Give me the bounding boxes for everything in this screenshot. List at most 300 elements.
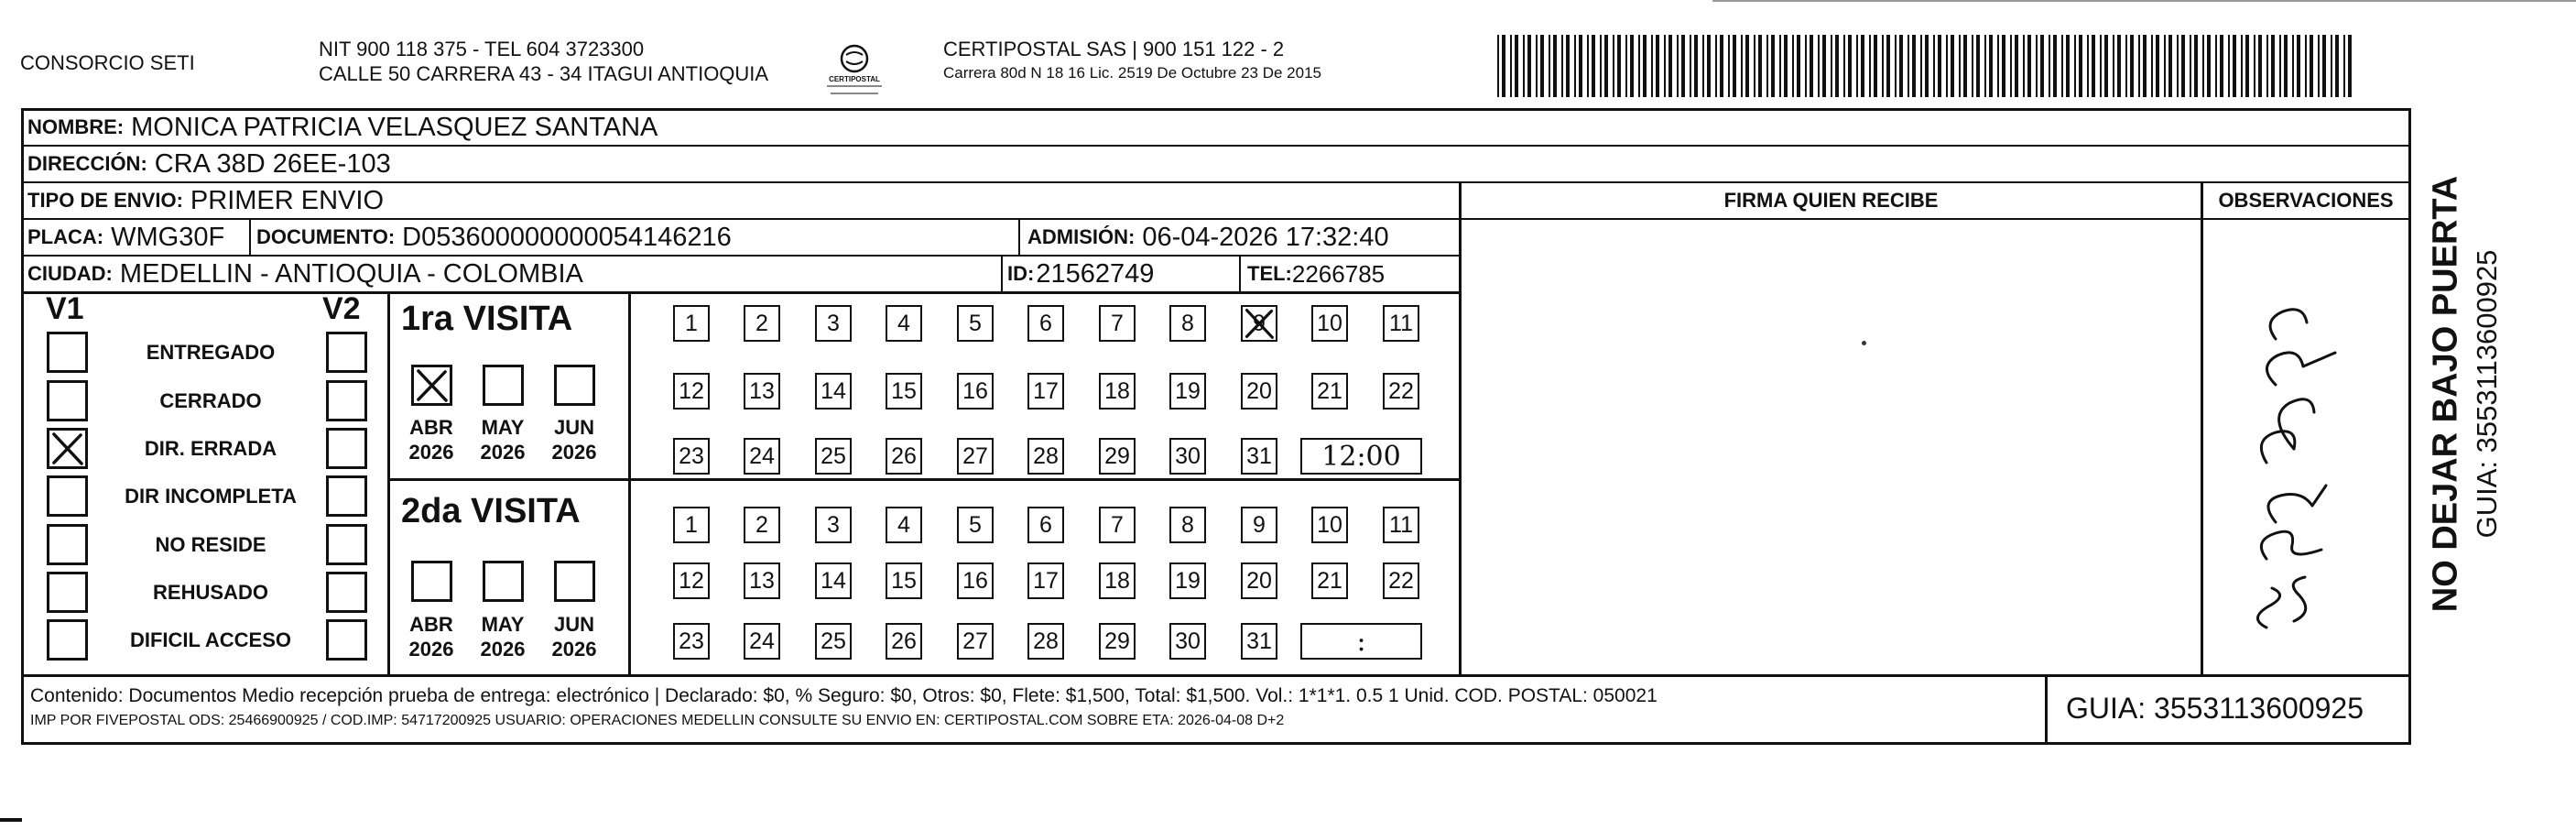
- barcode-bar: [1831, 35, 1832, 97]
- footer-guia: GUIA: 3553113600925: [2066, 692, 2364, 725]
- first-visit-day-box[interactable]: [1241, 438, 1277, 475]
- day-number: 28: [1033, 628, 1059, 654]
- barcode-bar: [1861, 35, 1864, 97]
- month-year: 2026: [551, 441, 597, 464]
- first-visit-day-box[interactable]: [1169, 373, 1206, 410]
- barcode-bar: [2258, 35, 2262, 97]
- day-number: 5: [969, 310, 982, 336]
- footer-guia-rule: [2045, 674, 2048, 745]
- barcode-bar: [1972, 35, 1973, 97]
- barcode-bar: [1549, 35, 1550, 97]
- first-visit-month-checkbox[interactable]: [554, 365, 595, 406]
- barcode-bar: [2036, 35, 2038, 97]
- barcode-bar: [1848, 35, 1852, 97]
- first-visit-day-box[interactable]: [815, 438, 852, 475]
- first-visit-day-box[interactable]: [1099, 438, 1136, 475]
- day-number: 17: [1033, 567, 1059, 594]
- second-visit-day-box[interactable]: [673, 623, 710, 660]
- day-number: 18: [1104, 377, 1130, 404]
- day-number: 18: [1104, 567, 1130, 594]
- second-visit-month-checkbox[interactable]: [411, 561, 452, 602]
- barcode-bar: [2117, 35, 2121, 97]
- second-visit-day-box[interactable]: [957, 507, 994, 543]
- day-number: 11: [1389, 511, 1413, 538]
- barcode-bar: [1895, 35, 1897, 97]
- second-visit-day-box[interactable]: [886, 507, 922, 543]
- day-number: 30: [1175, 628, 1201, 654]
- first-visit-day-box[interactable]: [886, 373, 922, 410]
- barcode-bar: [1797, 35, 1800, 97]
- footer-rule: [21, 674, 2411, 677]
- second-visit-day-box[interactable]: [1241, 562, 1277, 599]
- second-visit-day-box[interactable]: [1169, 623, 1206, 660]
- second-visit-day-box[interactable]: [1099, 562, 1136, 599]
- day-number: 24: [749, 442, 775, 469]
- month-year: 2026: [551, 638, 597, 661]
- day-number: 17: [1033, 377, 1059, 404]
- status-label: DIR INCOMPLETA: [125, 485, 297, 508]
- license-line: Carrera 80d N 18 16 Lic. 2519 De Octubre 23 De 2015: [943, 64, 1321, 82]
- barcode-bar: [1754, 35, 1755, 97]
- barcode-bar: [2215, 35, 2217, 97]
- second-visit-day-box[interactable]: [1311, 507, 1348, 543]
- barcode-bar: [1938, 35, 1941, 97]
- barcode-bar: [2348, 35, 2352, 97]
- id-field: [1007, 256, 1154, 292]
- placa-label: PLACA:: [27, 225, 104, 248]
- placa-sep: [249, 218, 251, 257]
- second-visit-day-box[interactable]: [815, 562, 852, 599]
- barcode-bar: [1715, 35, 1717, 97]
- barcode-bar: [1822, 35, 1826, 97]
- first-visit-month-checkbox[interactable]: [411, 365, 452, 406]
- month-name: JUN: [553, 416, 594, 439]
- barcode-bar: [1613, 35, 1614, 97]
- barcode-bar: [1843, 35, 1845, 97]
- day-number: 2: [755, 310, 768, 336]
- second-visit-day-box[interactable]: [886, 623, 922, 660]
- day-number: 7: [1111, 511, 1124, 538]
- side-notice: [2420, 137, 2471, 650]
- first-visit-day-box[interactable]: [957, 305, 994, 342]
- first-visit-day-box[interactable]: [744, 438, 780, 475]
- barcode-bar: [2049, 35, 2050, 97]
- first-visit-time-box[interactable]: 12:00: [1300, 438, 1422, 475]
- firma-col-rule: [1459, 183, 1462, 675]
- first-visit-day-box[interactable]: [1311, 305, 1348, 342]
- first-visit-day-box[interactable]: [744, 373, 780, 410]
- barcode-bar: [1690, 35, 1691, 97]
- day-number: 3: [827, 511, 840, 538]
- first-visit-day-box[interactable]: [1027, 373, 1064, 410]
- barcode-bar: [2220, 35, 2223, 97]
- second-visit-day-box[interactable]: [673, 562, 710, 599]
- tipo-envio-value: PRIMER ENVIO: [190, 185, 385, 215]
- second-visit-month-checkbox[interactable]: [554, 561, 595, 602]
- barcode-bar: [1536, 35, 1538, 97]
- first-visit-day-box[interactable]: [1241, 373, 1277, 410]
- placa-field: [27, 219, 224, 256]
- barcode-bar: [2104, 35, 2108, 97]
- barcode-bar: [2343, 35, 2345, 97]
- check-mark-icon: [49, 431, 85, 466]
- barcode-bar: [1566, 35, 1570, 97]
- barcode-bar: [1766, 35, 1768, 97]
- first-visit-day-box[interactable]: [1383, 373, 1419, 410]
- second-visit-day-box[interactable]: [1027, 507, 1064, 543]
- first-visit-day-box[interactable]: [815, 305, 852, 342]
- first-visit-day-box[interactable]: [1311, 373, 1348, 410]
- day-number: 2: [755, 511, 768, 538]
- barcode-bar: [1779, 35, 1781, 97]
- first-visit-day-box[interactable]: [957, 373, 994, 410]
- frame-left: [21, 108, 24, 745]
- barcode-bar: [1604, 35, 1608, 97]
- second-visit-day-box[interactable]: [1099, 507, 1136, 543]
- footer-impresion: IMP POR FIVEPOSTAL ODS: 25466900925 / COD.IMP: 54717200925 USUARIO: OPERACIONES MEDELLIN CONSULTE SU ENVIO EN: CERTIPOSTAL.COM SOBRE ETA: 2026-04-08 D+2: [30, 713, 1285, 728]
- barcode-bar: [1733, 35, 1736, 97]
- barcode-bar: [1600, 35, 1602, 97]
- footer-contenido: Contenido: Documentos Medio recepción prueba de entrega: electrónico | Declarado: $0, % Seguro: $0, Otros: $0, Flete: $1,500, Total: $1,500. Vol.: 1*1*1. 0.5 1 Unid. COD. POSTAL: 050021: [30, 685, 1658, 706]
- tipo-envio-field: [27, 182, 384, 219]
- status-label: ENTREGADO: [146, 341, 276, 364]
- barcode-bar: [2335, 35, 2339, 97]
- day-number: 13: [749, 567, 775, 594]
- first-visit-day-box[interactable]: [1027, 305, 1064, 342]
- admision-value: 06-04-2026 17:32:40: [1142, 222, 1389, 252]
- first-visit-day-box[interactable]: [1027, 438, 1064, 475]
- first-visit-day-box[interactable]: [673, 373, 710, 410]
- day-number: 6: [1039, 310, 1052, 336]
- frame-bottom: [21, 742, 2411, 745]
- day-number: 19: [1175, 567, 1201, 594]
- barcode-bar: [2061, 35, 2063, 97]
- day-number: 29: [1104, 442, 1130, 469]
- second-visit-month-label: [545, 612, 603, 661]
- no-dejar-bajo-puerta: NO DEJAR BAJO PUERTA: [2426, 175, 2464, 613]
- barcode-bar: [2087, 35, 2089, 97]
- day-number: 14: [821, 567, 846, 594]
- barcode-bar: [1963, 35, 1967, 97]
- observacion-note: [2212, 266, 2404, 650]
- day-number: 31: [1246, 628, 1272, 654]
- barcode-bar: [1617, 35, 1621, 97]
- barcode-bar: [2143, 35, 2147, 97]
- first-visit-day-box[interactable]: [1241, 305, 1277, 342]
- documento-value: D053600000000054146216: [402, 222, 732, 252]
- barcode-bar: [2130, 35, 2134, 97]
- barcode-bar: [2002, 35, 2005, 97]
- barcode-bar: [1510, 35, 1512, 97]
- id-value: 21562749: [1036, 258, 1155, 289]
- barcode-bar: [1856, 35, 1858, 97]
- documento-field: [256, 219, 732, 256]
- barcode-bar: [1805, 35, 1807, 97]
- second-visit-day-box[interactable]: [1169, 507, 1206, 543]
- day-number: 21: [1317, 377, 1342, 404]
- barcode-bar: [2190, 35, 2191, 97]
- day-number: 4: [897, 511, 910, 538]
- barcode-bar: [2266, 35, 2268, 97]
- second-visit-day-box[interactable]: [957, 562, 994, 599]
- day-number: 12: [679, 567, 704, 594]
- second-visit-time-box[interactable]: :: [1300, 623, 1422, 660]
- day-number: 9: [1253, 511, 1266, 538]
- barcode: [1497, 35, 2358, 97]
- day-number: 24: [749, 628, 775, 654]
- months-col-rule: [628, 293, 631, 675]
- day-number: 4: [897, 310, 910, 336]
- second-visit-day-box[interactable]: [815, 507, 852, 543]
- id-sep: [1001, 257, 1003, 293]
- second-visit-day-box[interactable]: [1311, 562, 1348, 599]
- first-visit-month-label: [545, 415, 603, 464]
- admision-field: [1027, 219, 1389, 256]
- barcode-bar: [2040, 35, 2044, 97]
- barcode-bar: [1925, 35, 1929, 97]
- first-visit-day-box[interactable]: [886, 305, 922, 342]
- month-year: 2026: [480, 638, 526, 661]
- first-visit-day-box[interactable]: [1383, 305, 1419, 342]
- barcode-bar: [2177, 35, 2179, 97]
- first-visit-day-box[interactable]: [1169, 438, 1206, 475]
- barcode-bar: [1728, 35, 1730, 97]
- second-visit-month-label: [402, 612, 461, 661]
- barcode-bar: [2279, 35, 2281, 97]
- barcode-bar: [1920, 35, 1922, 97]
- barcode-bar: [1540, 35, 1544, 97]
- day-number: 23: [679, 442, 704, 469]
- second-visit-month-checkbox[interactable]: [483, 561, 524, 602]
- check-mark-icon: [414, 367, 450, 403]
- first-visit-day-box[interactable]: [1099, 373, 1136, 410]
- day-number: 1: [685, 511, 698, 538]
- barcode-bar: [1579, 35, 1582, 97]
- barcode-bar: [2181, 35, 2185, 97]
- barcode-bar: [1784, 35, 1788, 97]
- barcode-bar: [2151, 35, 2153, 97]
- nombre-label: NOMBRE:: [27, 115, 125, 138]
- day-number: 14: [821, 377, 846, 404]
- barcode-bar: [2138, 35, 2140, 97]
- barcode-bar: [1681, 35, 1685, 97]
- barcode-bar: [1515, 35, 1518, 97]
- barcode-bar: [2100, 35, 2102, 97]
- day-number: 13: [749, 377, 775, 404]
- day-number: 16: [962, 377, 988, 404]
- barcode-bar: [1869, 35, 1871, 97]
- barcode-bar: [1664, 35, 1666, 97]
- second-visit-day-box[interactable]: [886, 562, 922, 599]
- col-head-rule: [1459, 218, 2411, 220]
- barcode-bar: [2331, 35, 2332, 97]
- day-number: 10: [1317, 310, 1342, 336]
- ciudad-field: [27, 256, 583, 292]
- direccion-label: DIRECCIÓN:: [27, 152, 147, 175]
- day-number: 28: [1033, 442, 1059, 469]
- barcode-bar: [2015, 35, 2018, 97]
- status-label: DIR. ERRADA: [144, 437, 277, 460]
- status-label: NO RESIDE: [155, 533, 266, 556]
- barcode-bar: [1592, 35, 1595, 97]
- barcode-bar: [1741, 35, 1743, 97]
- barcode-bar: [1818, 35, 1820, 97]
- second-visit-day-box[interactable]: [744, 562, 780, 599]
- day-number: 15: [891, 567, 917, 594]
- barcode-bar: [2241, 35, 2243, 97]
- barcode-bar: [1886, 35, 1890, 97]
- tipo-envio-label: TIPO DE ENVIO:: [27, 189, 183, 212]
- first-visit-day-box[interactable]: [886, 438, 922, 475]
- month-year: 2026: [408, 638, 454, 661]
- month-name: JUN: [553, 613, 594, 636]
- second-visit-day-box[interactable]: [1027, 623, 1064, 660]
- barcode-bar: [1951, 35, 1954, 97]
- barcode-bar: [2318, 35, 2320, 97]
- barcode-bar: [2168, 35, 2172, 97]
- certipostal-logo: [818, 42, 891, 101]
- barcode-bar: [1946, 35, 1948, 97]
- barcode-bar: [1959, 35, 1961, 97]
- second-visit-day-box[interactable]: [1099, 623, 1136, 660]
- first-visit-day-box[interactable]: [673, 305, 710, 342]
- month-year: 2026: [408, 441, 454, 464]
- barcode-bar: [2113, 35, 2114, 97]
- nombre-value: MONICA PATRICIA VELASQUEZ SANTANA: [131, 112, 658, 142]
- day-number: 15: [891, 377, 917, 404]
- barcode-bar: [1933, 35, 1935, 97]
- day-number: 22: [1388, 567, 1414, 594]
- barcode-bar: [2053, 35, 2057, 97]
- second-visit-title: 2da VISITA: [401, 492, 581, 530]
- day-number: 27: [962, 442, 988, 469]
- second-visit-day-box[interactable]: [1169, 562, 1206, 599]
- id-label: ID:: [1007, 262, 1035, 285]
- second-visit-day-box[interactable]: [1241, 507, 1277, 543]
- status-label: DIFICIL ACCESO: [129, 628, 291, 651]
- barcode-bar: [2092, 35, 2095, 97]
- second-visit-day-box[interactable]: [1383, 507, 1419, 543]
- barcode-bar: [1835, 35, 1839, 97]
- barcode-bar: [1882, 35, 1884, 97]
- barcode-bar: [1771, 35, 1775, 97]
- tel-value: 2266785: [1291, 259, 1386, 288]
- month-name: MAY: [481, 613, 525, 636]
- first-visit-title: 1ra VISITA: [401, 300, 573, 338]
- direccion-field: [27, 146, 391, 182]
- second-visit-day-box[interactable]: [1027, 562, 1064, 599]
- barcode-bar: [2310, 35, 2313, 97]
- nombre-field: [27, 109, 658, 146]
- tel-sep: [1239, 257, 1241, 293]
- day-number: 16: [962, 567, 988, 594]
- first-visit-month-checkbox[interactable]: [483, 365, 524, 406]
- v2-header: V2: [322, 291, 361, 326]
- barcode-bar: [2284, 35, 2288, 97]
- first-visit-day-box[interactable]: [1099, 305, 1136, 342]
- barcode-bar: [1574, 35, 1576, 97]
- carrier-line: CERTIPOSTAL SAS | 900 151 122 - 2: [943, 38, 1285, 60]
- barcode-bar: [1997, 35, 1999, 97]
- admision-label: ADMISIÓN:: [1027, 225, 1136, 248]
- first-visit-day-box[interactable]: [673, 438, 710, 475]
- first-visit-month-label: [473, 415, 532, 464]
- barcode-bar: [1702, 35, 1704, 97]
- barcode-bar: [1912, 35, 1916, 97]
- firma-header: FIRMA QUIEN RECIBE: [1723, 189, 1939, 212]
- barcode-bar: [2322, 35, 2326, 97]
- second-visit-day-box[interactable]: [673, 507, 710, 543]
- barcode-bar: [1810, 35, 1813, 97]
- tel-field: [1247, 256, 1385, 292]
- barcode-bar: [1523, 35, 1525, 97]
- barcode-bar: [1720, 35, 1723, 97]
- second-visit-day-box[interactable]: [744, 507, 780, 543]
- day-number: 25: [821, 442, 846, 469]
- barcode-bar: [2254, 35, 2255, 97]
- month-name: ABR: [409, 416, 453, 439]
- day-number: 10: [1317, 511, 1342, 538]
- placa-value: WMG30F: [111, 222, 225, 252]
- barcode-bar: [2305, 35, 2307, 97]
- second-visit-day-box[interactable]: [957, 623, 994, 660]
- barcode-bar: [1707, 35, 1711, 97]
- first-visit-day-box[interactable]: [815, 373, 852, 410]
- day-number: 12: [679, 377, 704, 404]
- barcode-bar: [2079, 35, 2082, 97]
- barcode-bar: [2297, 35, 2300, 97]
- stray-dot: [1862, 341, 1866, 345]
- barcode-bar: [1899, 35, 1903, 97]
- barcode-bar: [2233, 35, 2236, 97]
- first-visit-day-box[interactable]: [957, 438, 994, 475]
- second-visit-day-box[interactable]: [815, 623, 852, 660]
- second-visit-day-box[interactable]: [1383, 562, 1419, 599]
- side-guia-text: GUIA: 3553113600925: [2470, 249, 2503, 539]
- barcode-bar: [1792, 35, 1794, 97]
- barcode-bar: [1976, 35, 1980, 97]
- obs-col-rule: [2201, 183, 2203, 675]
- barcode-bar: [1553, 35, 1557, 97]
- visits-mid-rule: [387, 478, 1461, 481]
- handwritten-note-icon: [2212, 266, 2404, 650]
- frame-right: [2408, 108, 2411, 745]
- logo-text: CERTIPOSTAL: [829, 75, 880, 83]
- day-number: 26: [891, 442, 917, 469]
- barcode-bar: [1989, 35, 1993, 97]
- barcode-bar: [2156, 35, 2159, 97]
- day-number: 26: [891, 628, 917, 654]
- barcode-bar: [2023, 35, 2025, 97]
- company-name: CONSORCIO SETI: [20, 51, 195, 74]
- barcode-bar: [1908, 35, 1909, 97]
- barcode-bar: [2194, 35, 2198, 97]
- barcode-bar: [1625, 35, 1627, 97]
- barcode-bar: [1643, 35, 1647, 97]
- day-number: 21: [1317, 567, 1342, 594]
- first-visit-day-box[interactable]: [744, 305, 780, 342]
- day-number: 9: [1253, 310, 1266, 336]
- first-visit-day-box[interactable]: [1169, 305, 1206, 342]
- barcode-bar: [1527, 35, 1531, 97]
- status-label: REHUSADO: [153, 581, 268, 604]
- day-number: 30: [1175, 442, 1201, 469]
- day-number: 20: [1246, 567, 1272, 594]
- barcode-bar: [1561, 35, 1563, 97]
- second-visit-day-box[interactable]: [1241, 623, 1277, 660]
- barcode-bar: [2066, 35, 2070, 97]
- second-visit-day-box[interactable]: [744, 623, 780, 660]
